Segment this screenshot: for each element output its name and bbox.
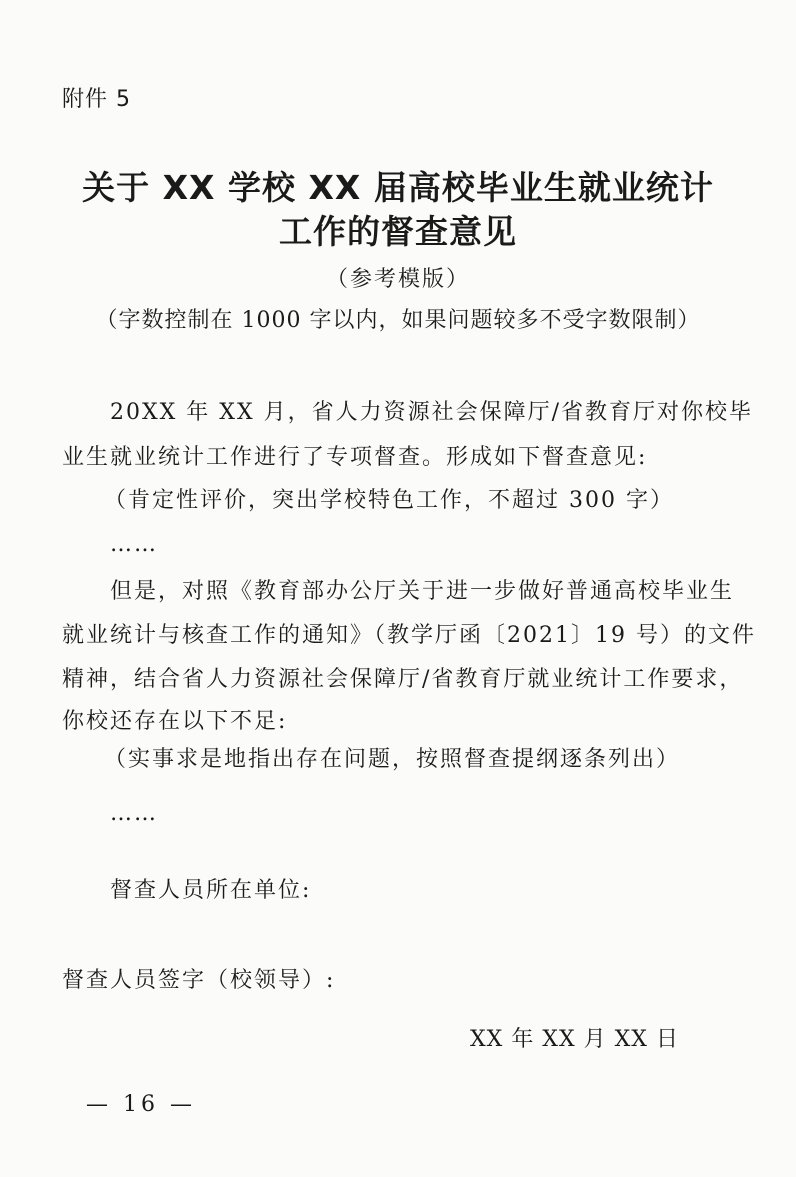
inspector-unit-label: 督查人员所在单位: bbox=[110, 878, 312, 903]
paragraph-2-line-2: 就业统计与核查工作的通知》（教学厅函〔2021〕19 号）的文件 bbox=[62, 623, 756, 648]
ellipsis-1: …… bbox=[110, 532, 158, 557]
attachment-label: 附件 5 bbox=[62, 87, 131, 112]
paragraph-1-line-2: 业生就业统计工作进行了专项督查。形成如下督查意见: bbox=[62, 445, 648, 470]
word-limit-note: （字数控制在 1000 字以内，如果问题较多不受字数限制） bbox=[95, 308, 701, 333]
paragraph-2-line-4: 你校还存在以下不足: bbox=[62, 709, 288, 734]
document-title-line-2: 工作的督查意见 bbox=[279, 212, 517, 251]
document-title-line-1: 关于 XX 学校 XX 届高校毕业生就业统计 bbox=[82, 168, 714, 207]
paragraph-2-line-1: 但是，对照《教育部办公厅关于进一步做好普通高校毕业生 bbox=[110, 579, 735, 604]
paragraph-1-line-1: 20XX 年 XX 月，省人力资源社会保障厅/省教育厅对你校毕 bbox=[110, 400, 754, 425]
paragraph-2-hint: （实事求是地指出存在问题，按照督查提纲逐条列出） bbox=[104, 747, 681, 772]
inspector-signature-label: 督查人员签字（校领导）: bbox=[62, 968, 336, 993]
paragraph-2-line-3: 精神，结合省人力资源社会保障厅/省教育厅就业统计工作要求， bbox=[62, 667, 744, 692]
document-date: XX 年 XX 月 XX 日 bbox=[470, 1027, 679, 1052]
ellipsis-2: …… bbox=[110, 801, 158, 826]
paragraph-1-hint: （肯定性评价，突出学校特色工作，不超过 300 字） bbox=[104, 488, 674, 513]
page-number: — 16 — bbox=[86, 1092, 196, 1117]
template-note: （参考模版） bbox=[325, 267, 470, 292]
